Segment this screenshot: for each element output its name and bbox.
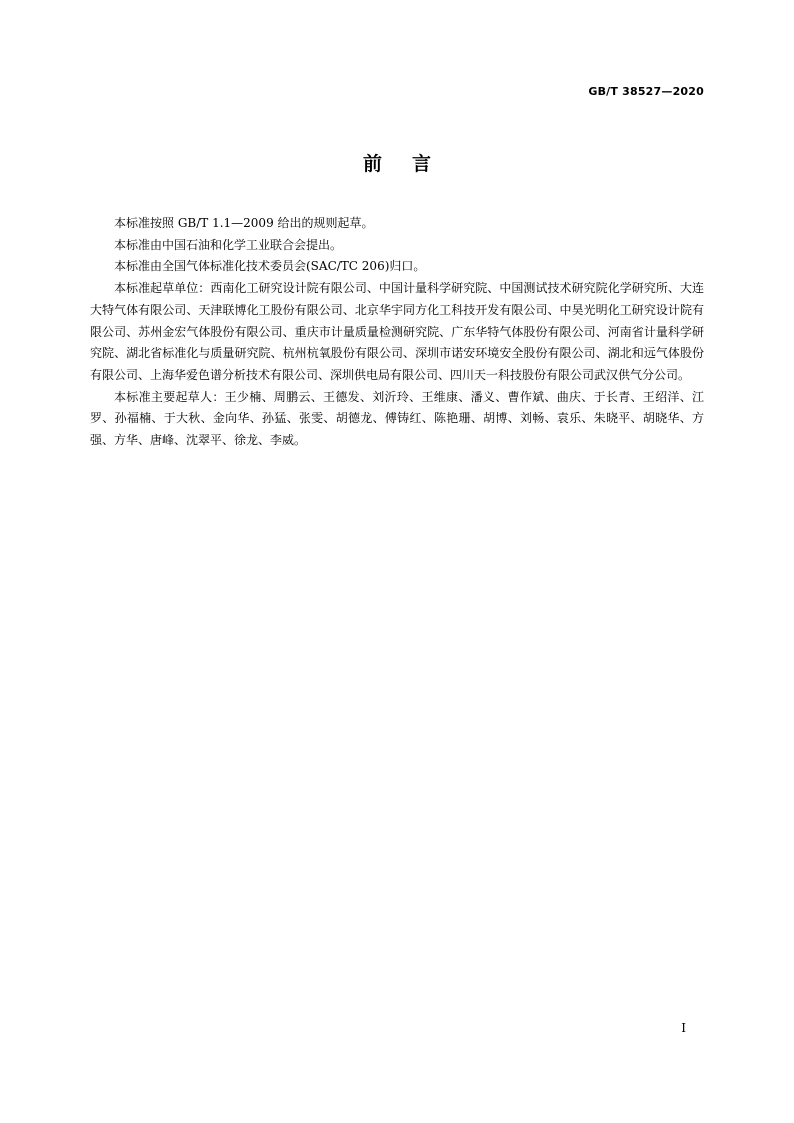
standard-code: GB/T 38527—2020 — [588, 85, 704, 98]
paragraph-proposer: 本标准由中国石油和化学工业联合会提出。 — [114, 237, 343, 252]
foreword-body — [90, 213, 704, 452]
page-title: 前言 — [362, 153, 461, 175]
paragraph-drafting-units: 本标准起草单位：西南化工研究设计院有限公司、中国计量科学研究院、中国测试技术研究院化学研究所、大连大特气体有限公司、天津联博化工股份有限公司、北京华宇同方化工科技开发有限公司、中昊光明化工研究设计院有限公司、苏州金宏气体股份有限公司、重庆市计量质量检测研究院、广东华特气体股份有限公司、河南省计量科学研究院、湖北省标准化与质量研究院、杭州杭氧股份有限公司、深圳市诺安环境安全股份有限公司、湖北和远气体股份有限公司、上海华爱色谱分析技术有限公司、深圳供电局有限公司、四川天一科技股份有限公司武汉供气分公司。 — [90, 281, 704, 382]
paragraph-main-drafters: 本标准主要起草人：王少楠、周鹏云、王德发、刘沂玲、王维康、潘义、曹作斌、曲庆、于长青、王绍洋、江罗、孙福楠、于大秋、金向华、孙猛、张雯、胡德龙、傅铸红、陈艳珊、胡博、刘畅、袁乐、朱晓平、胡晓华、方强、方华、唐峰、沈翠平、徐龙、李威。 — [90, 389, 704, 448]
page-number: I — [681, 1021, 686, 1035]
paragraph-drafting-rules: 本标准按照 GB/T 1.1—2009 给出的规则起草。 — [114, 216, 374, 230]
paragraph-technical-committee: 本标准由全国气体标准化技术委员会(SAC/TC 206)归口。 — [114, 259, 426, 274]
